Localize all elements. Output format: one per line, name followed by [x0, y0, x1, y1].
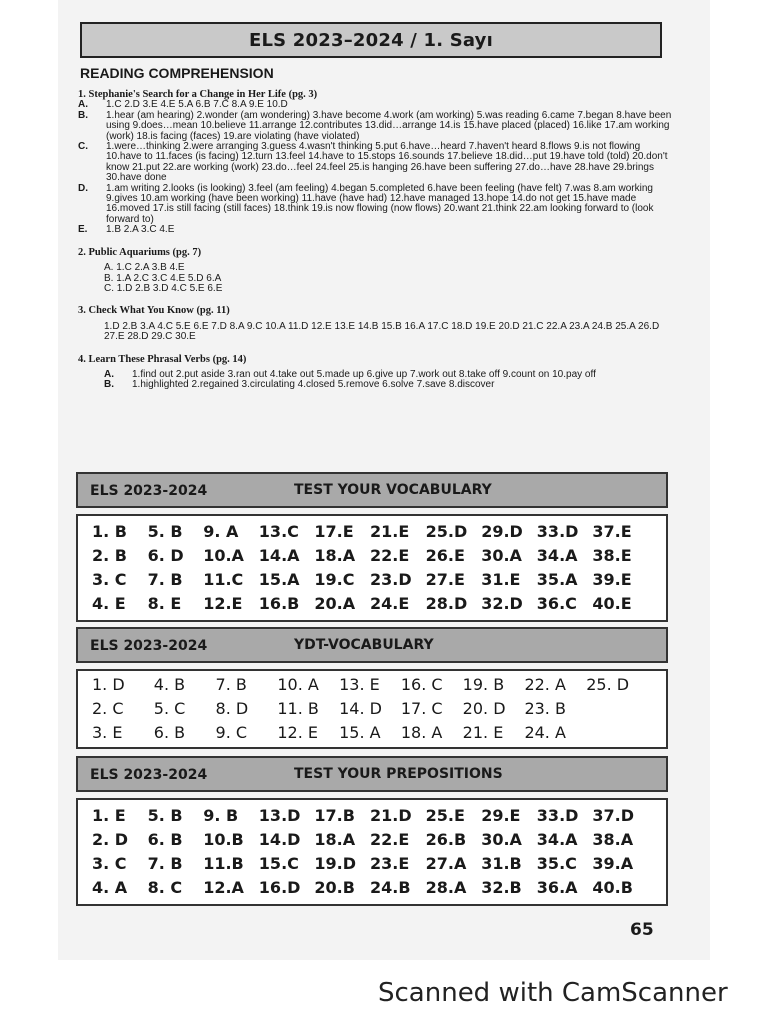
answer-row: C. 1.were…thinking 2.were arranging 3.guess 4.wasn't thinking 5.put 6.have…heard 7.haven't heard 8.flows 9.is not flowing 10.have to 11.faces (is facing) 12.turn 13.feel 14.have to 15.stops 16.sounds 17.believe 18.did…put 19.have told (told) 20.don't know 21.put 22.are working (work) 23.do…feel 24.feel 25.is hanging 26.have been suffering 27.do…have 28.have 29.brings 30.have done — [78, 141, 668, 184]
answer-cell: 40.E — [592, 594, 632, 613]
answer-line: A. 1.C 2.A 3.B 4.E — [104, 262, 185, 274]
answer-cell: 29.E — [481, 806, 521, 825]
exercise-heading: 4. Learn These Phrasal Verbs (pg. 14) — [78, 353, 247, 365]
answer-cell: 37.E — [592, 522, 632, 541]
answer-cell: 18.A — [314, 830, 356, 849]
answer-cell: 39.E — [592, 570, 632, 589]
answer-cell: 37.D — [592, 806, 635, 825]
answer-cell: 31.B — [481, 854, 522, 873]
answer-cell: 23.E — [369, 854, 410, 873]
answer-cell: 6. B — [147, 830, 183, 849]
answer-cell: 1. D — [92, 675, 125, 694]
answer-cell: 9. C — [215, 723, 248, 742]
answer-cell: 24.E — [369, 594, 410, 613]
answer-cell: 2. C — [92, 699, 124, 718]
answer-cell: 29.D — [481, 522, 523, 541]
answer-cell: 1. B — [92, 522, 127, 541]
answer-cell: 9. B — [203, 806, 239, 825]
answer-cell: 9. A — [203, 522, 239, 541]
answer-cell: 33.D — [536, 806, 579, 825]
answer-cell: 20. D — [462, 699, 506, 718]
test-prepositions-block — [76, 756, 668, 906]
answer-cell: 5. B — [147, 522, 183, 541]
answer-cell: 4. E — [92, 594, 126, 613]
answer-cell: 21. E — [462, 723, 504, 742]
answer-cell: 8. D — [215, 699, 249, 718]
page-title: ELS 2023–2024 / 1. Sayı — [80, 22, 662, 58]
answer-cell: 12. E — [277, 723, 318, 742]
answer-line: B. 1.A 2.C 3.C 4.E 5.D 6.A — [104, 272, 222, 284]
answer-cell — [586, 697, 648, 721]
section-title: READING COMPREHENSION — [80, 65, 274, 81]
answer-cell: 23.D — [369, 570, 412, 589]
answer-cell: 16. C — [400, 675, 443, 694]
answer-cell: 18.A — [314, 546, 356, 565]
answer-cell: 16.B — [258, 594, 300, 613]
answer-line: 1.D 2.B 3.A 4.C 5.E 6.E 7.D 8.A 9.C 10.A 11.D 12.E 13.E 14.B 15.B 16.A 17.C 18.D 19.E 20.D 21.C 22.A 23.A 24.B 25.A 26.D 27.E 28.D 29.C 30.E — [104, 320, 660, 343]
answer-cell: 36.C — [536, 594, 577, 613]
answer-cell: 1. E — [92, 806, 126, 825]
answer-row: B. 1.hear (am hearing) 2.wonder (am wondering) 3.have become 4.work (am working) 5.was reading 6.came 7.began 8.have been using 9.does…mean 10.believe 11.arrange 12.contributes 13.did…arrange 14.is 15.have placed (placed) 16.like 17.am working (work) 18.is facing (faces) 19.are violating (have violated) — [78, 109, 672, 142]
answer-cell: 11. B — [277, 699, 319, 718]
test-header: ELS 2023-2024 TEST YOUR PREPOSITIONS — [76, 756, 668, 792]
answer-cell: 25.E — [425, 806, 465, 825]
answer-cell: 28.D — [425, 594, 468, 613]
answer-cell: 34.A — [536, 830, 578, 849]
answer-cell: 8. E — [147, 594, 182, 613]
answer-cell: 3. E — [92, 723, 123, 742]
answer-cell: 20.B — [314, 878, 355, 897]
answer-cell: 3. C — [92, 854, 127, 873]
answer-cell: 13.C — [258, 522, 299, 541]
answer-cell: 32.B — [481, 878, 522, 897]
answer-table — [76, 514, 668, 622]
answer-cell: 12.A — [203, 878, 244, 897]
answer-row: A. 1.C 2.D 3.E 4.E 5.A 6.B 7.C 8.A 9.E 10.D — [78, 99, 288, 111]
answer-cell: 30.A — [481, 546, 522, 565]
answer-cell: 14. D — [339, 699, 382, 718]
answer-row: D. 1.am writing 2.looks (is looking) 3.feel (am feeling) 4.began 5.completed 6.have been feeling (have felt) 7.was 8.am working 9.gives 10.am working (have been working) 11.have (have had) 12.have managed 13.hope 14.do not get 15.have made 16.moved 17.is still facing (still faces) 18.think 19.is now flowing (now flows) 20.want 21.think 22.am looking forward to (look forward to) — [78, 182, 654, 225]
answer-cell: 40.B — [592, 878, 633, 897]
answer-cell: 10.B — [203, 830, 244, 849]
answer-cell: 34.A — [536, 546, 578, 565]
answer-cell: 7. B — [215, 675, 247, 694]
answer-cell: 39.A — [592, 854, 634, 873]
answer-row: A. 1.find out 2.put aside 3.ran out 4.take out 5.made up 6.give up 7.work out 8.take off 9.count on 10.pay off — [104, 368, 596, 380]
answer-cell: 24. A — [524, 723, 566, 742]
answer-cell: 26.E — [425, 546, 465, 565]
test-header: ELS 2023-2024 YDT-VOCABULARY — [76, 627, 668, 663]
answer-cell: 14.D — [258, 830, 301, 849]
answer-cell: 28.A — [425, 878, 467, 897]
page-number: 65 — [630, 920, 654, 940]
answer-cell: 22.E — [369, 830, 410, 849]
answer-cell: 26.B — [425, 830, 467, 849]
answer-cell: 11.C — [203, 570, 244, 589]
answer-cell: 17.E — [314, 522, 354, 541]
reading-answers — [78, 90, 678, 391]
answer-cell: 8. C — [147, 878, 183, 897]
answer-cell: 38.E — [592, 546, 632, 565]
answer-cell: 10.A — [203, 546, 244, 565]
answer-cell: 4. A — [92, 878, 128, 897]
answer-row: E. 1.B 2.A 3.C 4.E — [78, 224, 175, 236]
answer-cell: 17. C — [400, 699, 443, 718]
answer-cell: 19. B — [462, 675, 505, 694]
answer-cell: 32.D — [481, 594, 523, 613]
answer-cell: 2. D — [92, 830, 129, 849]
answer-cell: 25. D — [586, 675, 630, 694]
answer-cell: 6. D — [147, 546, 184, 565]
answer-cell: 27.E — [425, 570, 465, 589]
answer-cell: 14.A — [258, 546, 300, 565]
answer-cell: 15.C — [258, 854, 299, 873]
answer-cell: 12.E — [203, 594, 243, 613]
answer-cell: 24.B — [369, 878, 411, 897]
exercise-heading: 1. Stephanie's Search for a Change in Her Life (pg. 3) — [78, 89, 318, 100]
test-header: ELS 2023-2024 TEST YOUR VOCABULARY — [76, 472, 668, 508]
answer-cell: 7. B — [147, 854, 183, 873]
camscanner-watermark: Scanned with CamScanner — [378, 978, 728, 1008]
answer-cell: 35.A — [536, 570, 578, 589]
answer-cell: 13. E — [339, 675, 380, 694]
answer-cell: 27.A — [425, 854, 467, 873]
answer-cell: 23. B — [524, 699, 566, 718]
answer-cell: 35.C — [536, 854, 577, 873]
answer-cell: 22.E — [369, 546, 410, 565]
answer-cell: 21.E — [369, 522, 410, 541]
answer-cell: 16.D — [258, 878, 301, 897]
exercise-heading: 3. Check What You Know (pg. 11) — [78, 305, 230, 317]
test-ydt-block — [76, 627, 668, 749]
answer-cell: 25.D — [425, 522, 468, 541]
answer-cell: 18. A — [400, 723, 443, 742]
answer-cell: 10. A — [277, 675, 319, 694]
answer-cell: 19.D — [314, 854, 357, 873]
answer-cell: 4. B — [153, 675, 186, 694]
answer-cell: 15. A — [339, 723, 381, 742]
answer-cell: 19.C — [314, 570, 355, 589]
answer-cell: 31.E — [481, 570, 521, 589]
answer-cell: 36.A — [536, 878, 578, 897]
answer-table — [76, 669, 668, 749]
answer-cell: 17.B — [314, 806, 355, 825]
answer-cell: 30.A — [481, 830, 522, 849]
answer-table — [76, 798, 668, 906]
answer-cell: 6. B — [153, 723, 186, 742]
answer-cell: 15.A — [258, 570, 300, 589]
answer-cell: 38.A — [592, 830, 634, 849]
answer-cell: 13.D — [258, 806, 301, 825]
answer-line: C. 1.D 2.B 3.D 4.C 5.E 6.E — [104, 282, 223, 294]
answer-cell: 5. C — [153, 699, 186, 718]
answer-cell: 3. C — [92, 570, 127, 589]
answer-cell: 11.B — [203, 854, 244, 873]
answer-cell: 22. A — [524, 675, 566, 694]
answer-cell: 7. B — [147, 570, 183, 589]
answer-cell: 33.D — [536, 522, 579, 541]
answer-cell: 5. B — [147, 806, 183, 825]
answer-cell: 20.A — [314, 594, 356, 613]
answer-cell: 21.D — [369, 806, 412, 825]
answer-cell: 2. B — [92, 546, 127, 565]
answer-row: B. 1.highlighted 2.regained 3.circulating 4.closed 5.remove 6.solve 7.save 8.discover — [104, 379, 495, 391]
answer-cell — [586, 721, 648, 745]
exercise-heading: 2. Public Aquariums (pg. 7) — [78, 246, 202, 258]
test-vocabulary-block — [76, 472, 668, 622]
